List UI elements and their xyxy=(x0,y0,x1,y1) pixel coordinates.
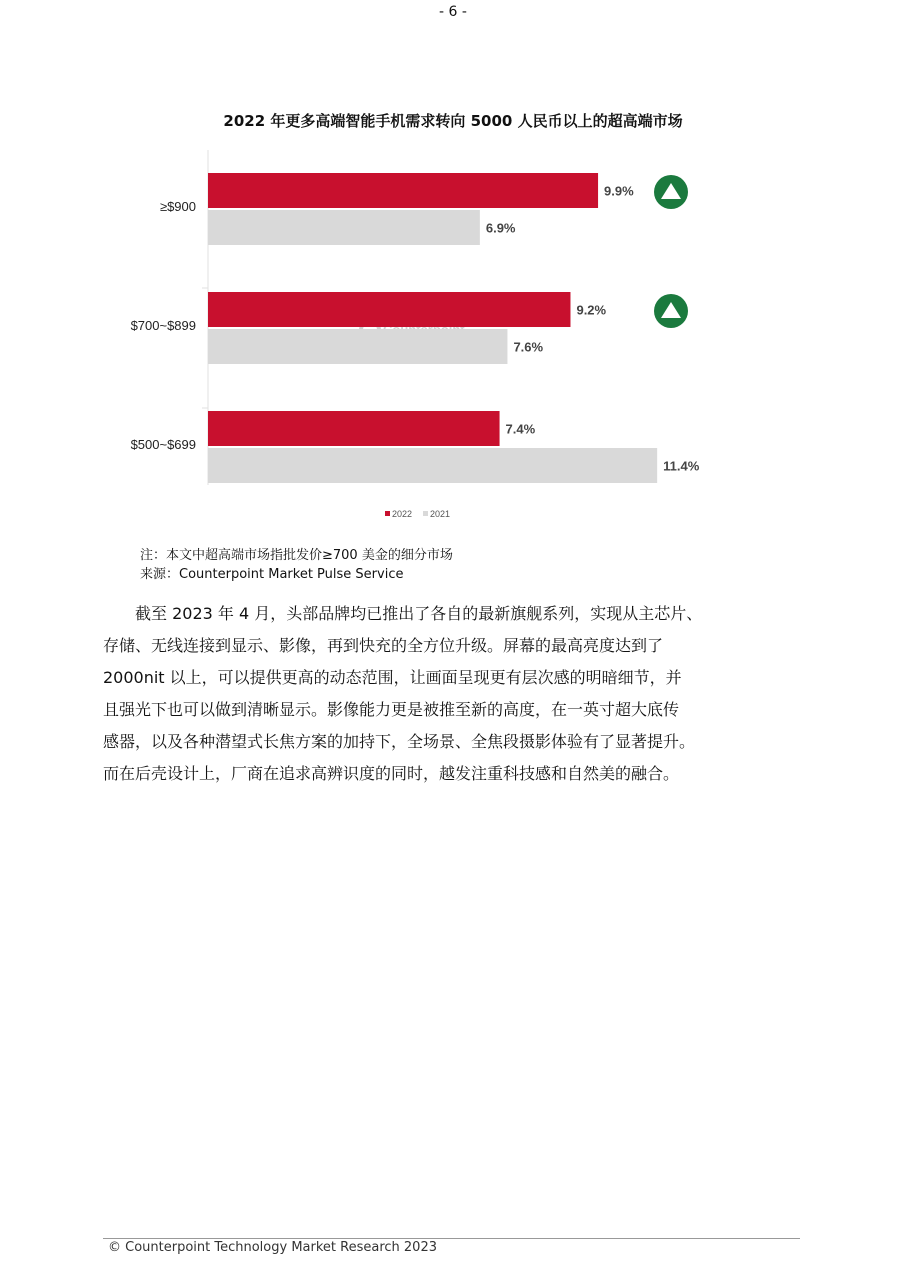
bar-2022 xyxy=(208,173,598,208)
data-label: 6.9% xyxy=(485,220,516,236)
page-number: - 6 - xyxy=(439,4,467,20)
bar-2022 xyxy=(208,292,570,327)
bar-chart xyxy=(110,140,730,530)
legend-swatch xyxy=(423,511,428,516)
bar-2021 xyxy=(208,329,507,364)
legend-label: 2022 xyxy=(392,509,413,519)
body-line: 截至 2023 年 4 月，头部品牌均已推出了各自的最新旗舰系列，实现从主芯片、 xyxy=(135,604,703,623)
category-label: $500~$699 xyxy=(130,437,196,452)
data-label: 9.2% xyxy=(576,302,607,318)
data-label: 9.9% xyxy=(604,183,634,199)
category-label: $700~$899 xyxy=(130,318,196,333)
body-line: 2000nit 以上，可以提供更高的动态范围，让画面呈现更有层次感的明暗细节，并 xyxy=(103,668,682,687)
note-text: 注：本文中超高端市场指批发价≥700 美金的细分市场 xyxy=(140,548,453,563)
category-label: ≥$900 xyxy=(159,199,196,214)
bar-2021 xyxy=(208,448,657,483)
data-label: 11.4% xyxy=(663,458,700,474)
bar-2021 xyxy=(208,210,480,245)
body-paragraph xyxy=(103,598,783,790)
source-text: 来源：Counterpoint Market Pulse Service xyxy=(140,567,404,582)
body-line: 存储、无线连接到显示、影像，再到快充的全方位升级。屏幕的最高亮度达到了 xyxy=(103,636,664,655)
chart-notes xyxy=(140,546,453,584)
chart-title: 2022 年更多高端智能手机需求转向 5000 人民币以上的超高端市场 xyxy=(223,112,683,130)
bar-2022 xyxy=(208,411,500,446)
data-label: 7.6% xyxy=(513,339,544,355)
legend-swatch xyxy=(385,511,390,516)
footer-copyright: © Counterpoint Technology Market Research 2023 xyxy=(108,1240,437,1255)
body-line: 而在后壳设计上，厂商在追求高辨识度的同时，越发注重科技感和自然美的融合。 xyxy=(103,764,680,783)
footer-divider xyxy=(103,1238,800,1239)
legend-label: 2021 xyxy=(430,509,451,519)
data-label: 7.4% xyxy=(505,421,536,437)
body-line: 感器，以及各种潜望式长焦方案的加持下，全场景、全焦段摄影体验有了显著提升。 xyxy=(103,732,696,751)
body-line: 且强光下也可以做到清晰显示。影像能力更是被推至新的高度，在一英寸超大底传 xyxy=(103,700,680,719)
